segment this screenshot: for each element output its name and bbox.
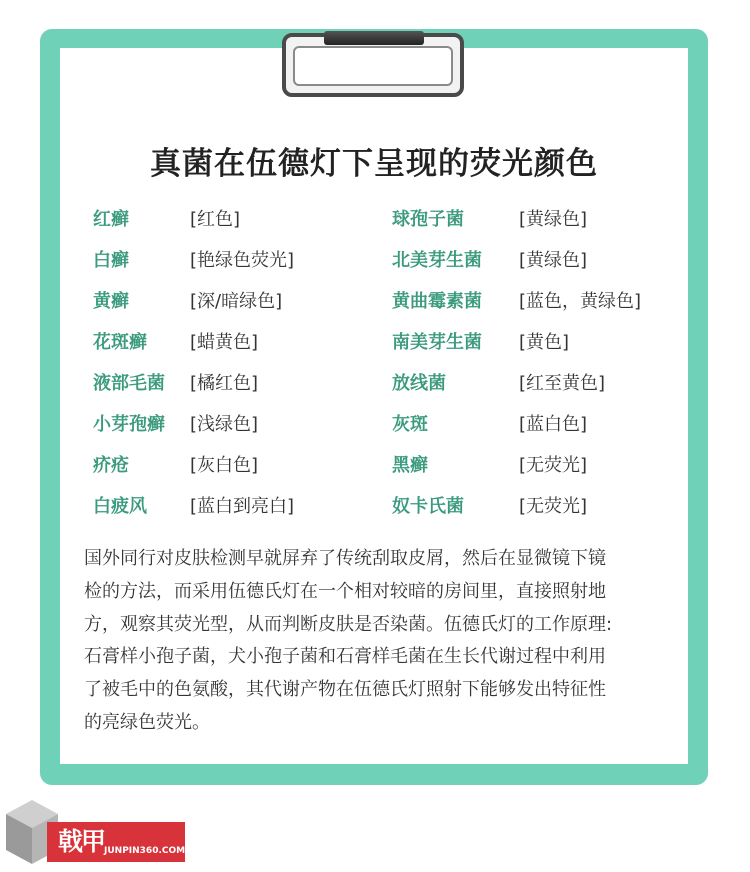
paragraph-line: 石膏样小孢子菌，犬小孢子菌和石膏样毛菌在生长代谢过程中利用 [84, 646, 606, 668]
fluorescence-color: [黄绿色] [519, 250, 588, 271]
fungus-name: 白癣 [93, 250, 129, 271]
fluorescence-color: [蜡黄色] [190, 332, 259, 353]
fluorescence-color: [黄色] [519, 332, 570, 353]
fungus-name: 小芽孢癣 [93, 414, 165, 435]
fluorescence-color: [红至黄色] [519, 373, 606, 394]
paragraph-line: 了被毛中的色氨酸，其代谢产物在伍德氏灯照射下能够发出特征性 [84, 679, 606, 701]
paragraph-line: 国外同行对皮肤检测早就屏弃了传统刮取皮屑，然后在显微镜下镜 [84, 548, 606, 569]
fungus-name: 奴卡氏菌 [392, 496, 464, 517]
fluorescence-color: [蓝白到亮白] [190, 496, 295, 517]
description-paragraph [84, 543, 684, 740]
fungus-name: 黑癣 [392, 455, 428, 476]
fluorescence-color: [红色] [190, 209, 241, 230]
fluorescence-color: [灰白色] [190, 455, 259, 476]
fluorescence-color: [橘红色] [190, 373, 259, 394]
paragraph-line: 方，观察其荧光型，从而判断皮肤是否染菌。伍德氏灯的工作原理: [84, 613, 613, 635]
fungus-name: 白疲风 [93, 496, 147, 517]
clipboard-clip-window [293, 46, 453, 86]
fluorescence-color: [无荧光] [519, 496, 588, 517]
page-title: 真菌在伍德灯下呈现的荧光颜色 [150, 146, 598, 182]
paragraph-line: 的亮绿色荧光。 [84, 711, 210, 733]
fluorescence-color: [蓝白色] [519, 414, 588, 435]
fungus-name: 花斑癣 [93, 332, 147, 353]
fluorescence-color: [无荧光] [519, 455, 588, 476]
clipboard-clip-bar [324, 31, 424, 45]
fungus-name: 放线菌 [392, 373, 446, 394]
fluorescence-color: [深/暗绿色] [190, 291, 283, 312]
fungus-name: 红癣 [93, 209, 129, 230]
fungus-name: 北美芽生菌 [392, 250, 482, 271]
fungus-name: 南美芽生菌 [392, 332, 482, 353]
fluorescence-color: [浅绿色] [190, 414, 259, 435]
fungus-name: 疥疮 [93, 455, 129, 476]
watermark-logo: 戟甲 [58, 827, 105, 856]
fluorescence-color: [蓝色，黄绿色] [519, 291, 642, 312]
fluorescence-color: [艳绿色荧光] [190, 250, 295, 271]
fungus-name: 液部毛菌 [93, 373, 165, 394]
fungus-name: 灰斑 [392, 414, 428, 435]
fungus-name: 球孢子菌 [392, 209, 464, 230]
fungus-name: 黄曲霉素菌 [392, 291, 482, 312]
fungus-name: 黄癣 [93, 291, 129, 312]
watermark-site: JUNPIN360.COM [104, 846, 186, 856]
paragraph-line: 检的方法，而采用伍德氏灯在一个相对较暗的房间里，直接照射地 [84, 580, 606, 602]
fluorescence-color: [黄绿色] [519, 209, 588, 230]
